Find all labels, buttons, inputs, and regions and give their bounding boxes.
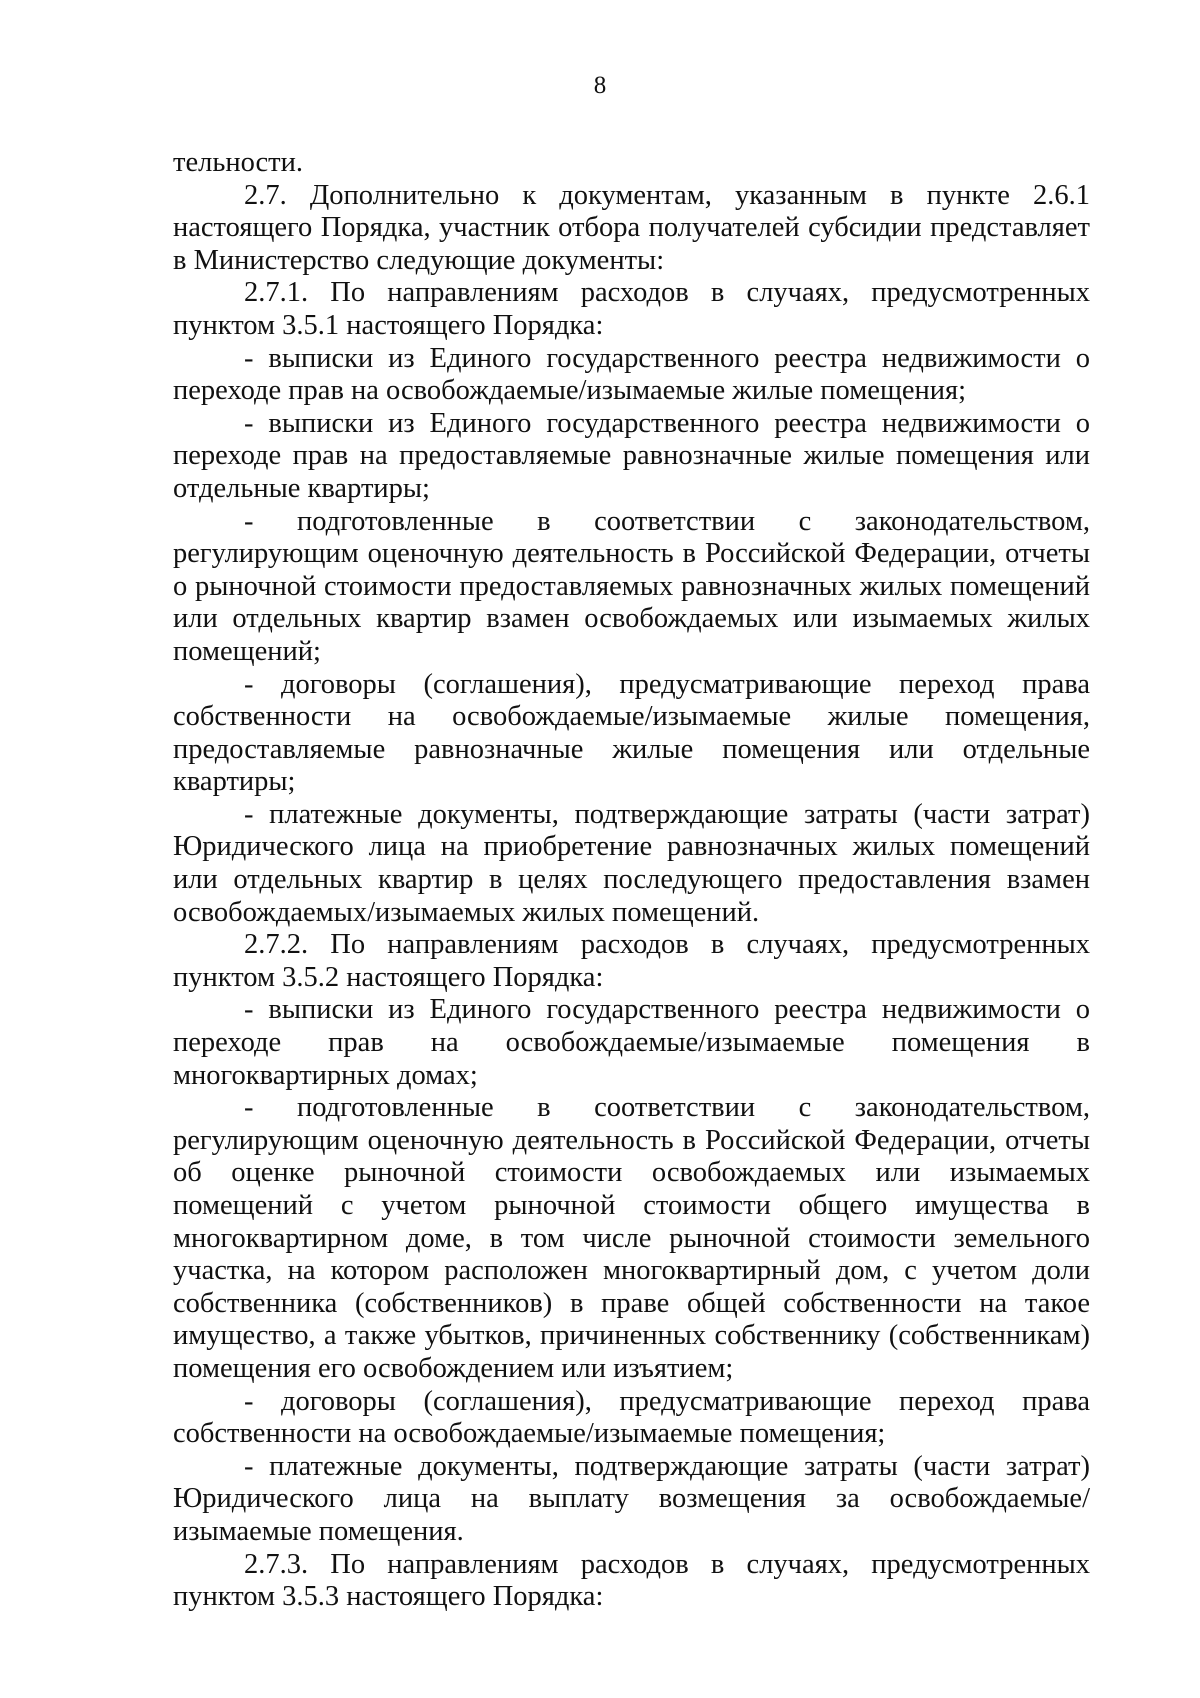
- list-item: - подготовленные в соответствии с законодательством, регулирующим оценочную деятельность в Российской Федерации, отчеты о рыночной стоимости предоставляемых равнозначных жилых помещений или отдельных квартир взамен освобождаемых или изымаемых жилых помещений;: [173, 505, 1090, 667]
- list-item: - платежные документы, подтверждающие затраты (части затрат) Юридического лица на выплату возмещения за освобождаемые/изымаемые помещения.: [173, 1450, 1090, 1547]
- list-item: - договоры (соглашения), предусматривающие переход права собственности на освобождаемые/изымаемые жилые помещения, предоставляемые равнозначные жилые помещения или отдельные квартиры;: [173, 668, 1090, 798]
- list-item: - выписки из Единого государственного реестра недвижимости о переходе прав на предоставляемые равнозначные жилые помещения или отдельные квартиры;: [173, 407, 1090, 504]
- list-item: - договоры (соглашения), предусматривающие переход права собственности на освобождаемые/изымаемые помещения;: [173, 1385, 1090, 1450]
- list-item: - выписки из Единого государственного реестра недвижимости о переходе прав на освобождаемые/изымаемые жилые помещения;: [173, 342, 1090, 407]
- paragraph-2-7: 2.7. Дополнительно к документам, указанным в пункте 2.6.1 настоящего Порядка, участник отбора получателей субсидии представляет в Министерство следующие документы:: [173, 179, 1090, 276]
- document-body: [173, 147, 1090, 1614]
- paragraph-2-7-1: 2.7.1. По направлениям расходов в случаях, предусмотренных пунктом 3.5.1 настоящего Порядка:: [173, 277, 1090, 341]
- paragraph-continuation: тельности.: [173, 147, 304, 178]
- list-item: - выписки из Единого государственного реестра недвижимости о переходе прав на освобождаемые/изымаемые помещения в многоквартирных домах;: [173, 994, 1090, 1091]
- paragraph-2-7-2: 2.7.2. По направлениям расходов в случаях, предусмотренных пунктом 3.5.2 настоящего Порядка:: [173, 929, 1090, 993]
- list-item: - подготовленные в соответствии с законодательством, регулирующим оценочную деятельность в Российской Федерации, отчеты об оценке рыночной стоимости освобождаемых или изымаемых помещений с учетом рыночной стоимости общего имущества в многоквартирном доме, в том числе рыночной стоимости земельного участка, на котором расположен многоквартирный дом, с учетом доли собственника (собственников) в праве общей собственности на такое имущество, а также убытков, причиненных собственнику (собственникам) помещения его освобождением или изъятием;: [173, 1092, 1090, 1384]
- paragraph-2-7-3: 2.7.3. По направлениям расходов в случаях, предусмотренных пунктом 3.5.3 настоящего Порядка:: [173, 1548, 1090, 1613]
- page-number: 8: [593, 72, 607, 99]
- list-item: - платежные документы, подтверждающие затраты (части затрат) Юридического лица на приобретение равнозначных жилых помещений или отдельных квартир в целях последующего предоставления взамен освобождаемых/изымаемых жилых помещений.: [173, 798, 1090, 928]
